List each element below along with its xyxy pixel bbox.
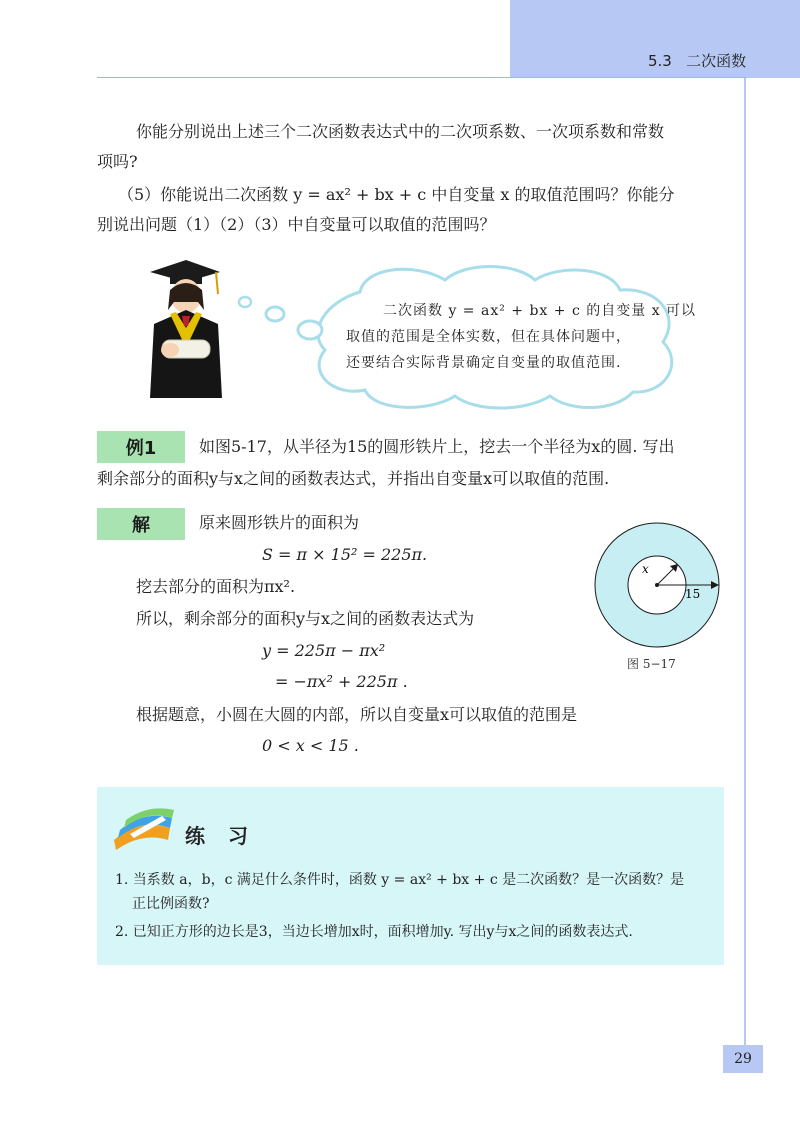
student-illustration <box>140 258 225 403</box>
exercise-item-1-cont: 正比例函数? <box>132 896 210 912</box>
header-rule <box>97 77 747 78</box>
bubble-line-1: 二次函数 y = ax² + bx + c 的自变量 x 可以 <box>383 303 697 319</box>
intro-line-4: 别说出问题（1）（2）（3）中自变量可以取值的范围吗？ <box>97 215 496 234</box>
example-line-1: 如图5-17，从半径为15的圆形铁片上，挖去一个半径为x的圆. 写出 <box>199 437 675 456</box>
example-label: 例1 <box>97 431 185 463</box>
solution-line-3: 所以，剩余部分的面积y与x之间的函数表达式为 <box>136 609 475 628</box>
equation-function: y = 225π − πx² <box>262 641 386 660</box>
section-title: 5.3 二次函数 <box>648 52 747 70</box>
equation-range: 0 < x < 15 . <box>262 736 359 755</box>
solution-line-4: 根据题意，小圆在大圆的内部，所以自变量x可以取值的范围是 <box>136 705 578 724</box>
solution-label: 解 <box>97 508 185 540</box>
inner-radius-label: x <box>642 562 649 576</box>
intro-line-2: 项吗? <box>97 152 138 171</box>
bubble-line-3: 还要结合实际背景确定自变量的取值范围. <box>346 355 622 371</box>
bubble-line-2: 取值的范围是全体实数，但在具体问题中， <box>346 329 631 345</box>
outer-radius-label: 15 <box>685 587 701 601</box>
page-number: 29 <box>723 1045 763 1073</box>
exercise-item-2: 2. 已知正方形的边长是3，当边长增加x时，面积增加y. 写出y与x之间的函数表达式. <box>115 924 633 940</box>
side-rule <box>744 78 746 1048</box>
exercise-title: 练 习 <box>185 824 256 848</box>
center-point <box>655 583 659 587</box>
intro-line-1: 你能分别说出上述三个二次函数表达式中的二次项系数、一次项系数和常数 <box>136 122 665 141</box>
solution-line-1: 原来圆形铁片的面积为 <box>199 513 360 532</box>
equation-area: S = π × 15² = 225π. <box>262 545 428 564</box>
solution-line-2: 挖去部分的面积为πx². <box>136 577 296 596</box>
figure-caption: 图 5−17 <box>627 657 676 671</box>
circle-figure <box>592 520 722 650</box>
intro-line-3: （5）你能说出二次函数 y = ax² + bx + c 中自变量 x 的取值范围吗？你能分 <box>118 185 675 204</box>
equation-function-expanded: = −πx² + 225π . <box>275 672 408 691</box>
exercise-book-icon <box>110 800 178 852</box>
exercise-item-1: 1. 当系数 a，b，c 满足什么条件时，函数 y = ax² + bx + c 是二次函数？是一次函数？是 <box>115 872 685 888</box>
example-line-2: 剩余部分的面积y与x之间的函数表达式，并指出自变量x可以取值的范围. <box>97 469 610 488</box>
